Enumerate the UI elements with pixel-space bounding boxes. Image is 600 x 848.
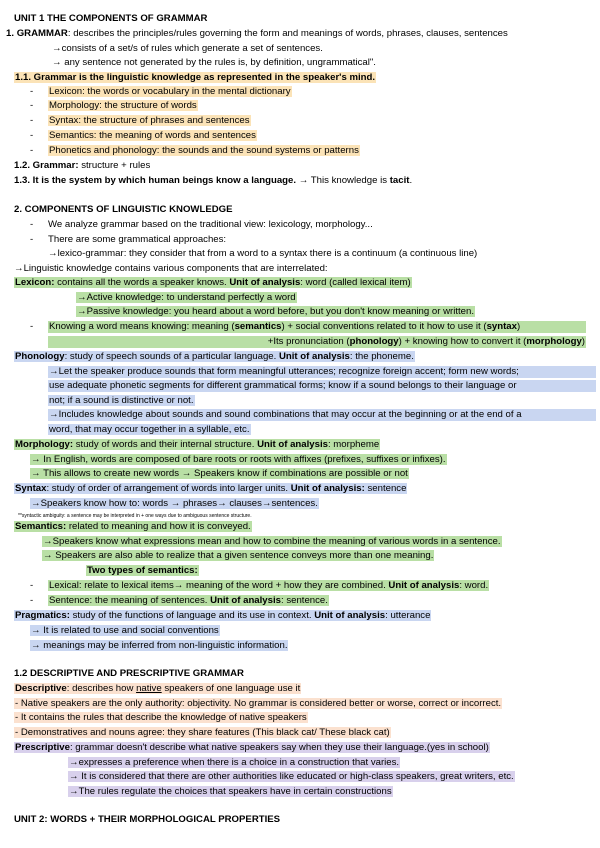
list-item-text: Syntax: the structure of phrases and sentences (49, 115, 250, 126)
unit1-title: UNIT 1 THE COMPONENTS OF GRAMMAR (14, 13, 208, 24)
syntax-note: **syntactic ambiguity: a sentence may be interpreted in + one ways due to ambiguous sentence structure. (18, 513, 252, 519)
pragmatics-line: → meanings may be inferred from non-linguistic information. (31, 640, 288, 651)
phonology-line: use adequate phonetic segments for different grammatical forms; know if a sound belongs to their language or (48, 380, 596, 392)
phonology-definition: Phonology: study of speech sounds of a particular language. Unit of analysis: the phoneme. (15, 351, 414, 362)
list-item: - (30, 115, 34, 126)
bullet-dash: - (30, 234, 34, 245)
knowing-a-word: Knowing a word means knowing: meaning (semantics) + social conventions related to it how to use it (syntax) (48, 321, 586, 333)
prescriptive-line: →The rules regulate the choices that speakers have in certain constructions (69, 786, 392, 797)
phonology-line: word, that may occur together in a syllable, etc. (49, 424, 250, 435)
list-item: - (30, 86, 34, 97)
unit2-title: UNIT 2: WORDS + THEIR MORPHOLOGICAL PROPERTIES (14, 814, 281, 825)
knowing-a-word-cont: +Its pronunciation (phonology) + knowing how to convert it (morphology) (48, 336, 586, 348)
list-item-text: Semantics: the meaning of words and sentences (49, 130, 256, 141)
list-item-text: Lexicon: the words or vocabulary in the mental dictionary (49, 86, 291, 97)
prescriptive-definition: Prescriptive: grammar doesn't describe what native speakers say when they use their language.(yes in school) (15, 742, 489, 753)
bullet-dash: - (30, 321, 34, 332)
phonology-line: not; if a sound is distinctive or not. (49, 395, 194, 406)
grammar-arrow-2: → any sentence not generated by the rules is, by definition, ungrammatical". (52, 57, 376, 68)
pragmatics-definition: Pragmatics: study of the functions of language and its use in context. Unit of analysis: utterance (15, 610, 431, 621)
bullet-dash: - (30, 219, 34, 230)
list-item: - (30, 100, 34, 111)
grammar-arrow-1: →consists of a set/s of rules which generate a set of sentences. (52, 43, 323, 54)
syntax-line: →Speakers know how to: words → phrases→ clauses→sentences. (31, 498, 318, 509)
section-1-3: 1.3. It is the system by which human beings know a language. → This knowledge is tacit. (14, 175, 413, 186)
section-1-2: 1.2. Grammar: structure + rules (14, 160, 151, 171)
active-knowledge: →Active knowledge: to understand perfectly a word (77, 292, 296, 303)
semantics-definition: Semantics: related to meaning and how it is conveyed. (15, 521, 251, 532)
list-item-text: Morphology: the structure of words (49, 100, 197, 111)
syntax-definition: Syntax: study of order of arrangement of words into larger units. Unit of analysis: sentence (15, 483, 407, 494)
morphology-definition: Morphology: study of words and their internal structure. Unit of analysis: morpheme (15, 439, 380, 450)
linguistic-knowledge: →Linguistic knowledge contains various components that are interrelated: (14, 263, 328, 274)
list-item-text: Phonetics and phonology: the sounds and the sound systems or patterns (49, 145, 359, 156)
descriptive-line: - It contains the rules that describe the knowledge of native speakers (15, 712, 307, 723)
descriptive-line: - Demonstratives and nouns agree: they share features (This black cat/ These black cat) (15, 727, 390, 738)
grammar-definition: 1. GRAMMAR: describes the principles/rules governing the form and meanings of words, phrases, clauses, sentences (6, 28, 508, 39)
semantics-types: Two types of semantics: (87, 565, 198, 576)
semantics-line: →Speakers know what expressions mean and how to combine the meaning of various words in a sentence. (43, 536, 501, 547)
prescriptive-line: →expresses a preference when there is a choice in a construction that varies. (69, 757, 400, 768)
semantics-line: → Speakers are also able to realize that a given sentence conveys more than one meaning. (43, 550, 434, 561)
descriptive-line: - Native speakers are the only authority: objectivity. No grammar is considered better or worse, correct or incorrect. (15, 698, 502, 709)
section-1-1: 1.1. Grammar is the linguistic knowledge as represented in the speaker's mind. (15, 72, 376, 83)
section-2-title: 2. COMPONENTS OF LINGUISTIC KNOWLEDGE (14, 204, 233, 215)
phonology-line: →Includes knowledge about sounds and sound combinations that may occur at the beginning or at the end of a (48, 409, 596, 421)
list-item: - (30, 130, 34, 141)
passive-knowledge: →Passive knowledge: you heard about a word before, but you don't know meaning or written. (77, 306, 475, 317)
bullet-dash: - (30, 595, 34, 606)
list-item: - (30, 145, 34, 156)
lexicon-definition: Lexicon: contains all the words a speaker knows. Unit of analysis: word (called lexical item) (15, 277, 411, 288)
traditional-view: We analyze grammar based on the traditional view: lexicology, morphology... (48, 219, 373, 230)
lexical-semantics: Lexical: relate to lexical items→ meaning of the word + how they are combined. Unit of analysis: word. (49, 580, 489, 591)
morphology-line: → This allows to create new words → Speakers know if combinations are possible or not (31, 468, 408, 479)
lexico-grammar: →lexico-grammar: they consider that from a word to a syntax there is a continuum (a continuous line) (48, 248, 478, 259)
phonology-line: →Let the speaker produce sounds that form meaningful utterances; recognize foreign accent; form new words; (48, 366, 596, 378)
section-descriptive-title: 1.2 DESCRIPTIVE AND PRESCRIPTIVE GRAMMAR (14, 668, 244, 679)
morphology-line: → In English, words are composed of bare roots or roots with affixes (prefixes, suffixes or infixes). (31, 454, 446, 465)
approaches: There are some grammatical approaches: (48, 234, 227, 245)
descriptive-definition: Descriptive: describes how native speakers of one language use it (15, 683, 301, 694)
pragmatics-line: → It is related to use and social conventions (31, 625, 219, 636)
sentence-semantics: Sentence: the meaning of sentences. Unit of analysis: sentence. (49, 595, 328, 606)
bullet-dash: - (30, 580, 34, 591)
prescriptive-line: → It is considered that there are other authorities like educated or high-class speakers, great writers, etc. (69, 771, 514, 782)
